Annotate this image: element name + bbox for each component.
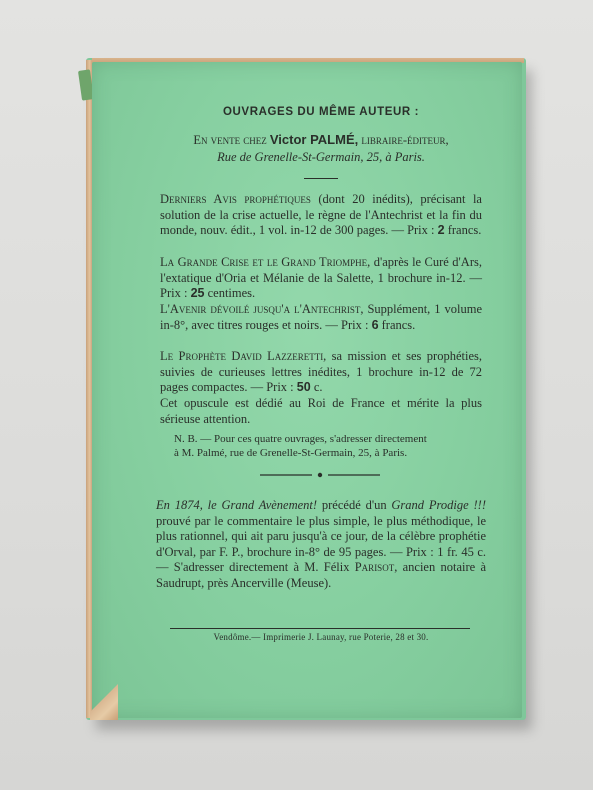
announcement xyxy=(156,498,486,591)
work-unit: centimes. xyxy=(204,286,256,300)
publisher-address: Rue de Grenelle-St-Germain, 25, à Paris. xyxy=(217,150,425,164)
corner-wear xyxy=(90,682,118,720)
work-text: Supplément, 1 volume in-8°, avec titres rouges et noirs. — Prix : xyxy=(160,302,482,332)
work-title: La Grande Crise et le Grand Triomphe, xyxy=(160,255,371,269)
work-title: Derniers Avis prophétiques xyxy=(160,192,311,206)
work-unit: francs. xyxy=(378,317,416,332)
work-title: Le Prophète David Lazzeretti, xyxy=(160,349,327,363)
work-entry xyxy=(160,349,482,396)
page-title: OUVRAGES DU MÊME AUTEUR : xyxy=(222,106,420,118)
nota-bene xyxy=(160,432,482,460)
printer-imprint: Vendôme.— Imprimerie J. Launay, rue Poterie, 28 et 30. xyxy=(213,632,429,642)
divider-long xyxy=(170,628,470,629)
nb-line-1: N. B. — Pour ces quatre ouvrages, s'adresser directement xyxy=(174,433,427,445)
work-price: 2 xyxy=(437,223,445,237)
work-entry xyxy=(160,255,482,302)
work-price: 50 xyxy=(296,380,311,394)
nb-line-2: à M. Palmé, rue de Grenelle-St-Germain, 25, à Paris. xyxy=(174,447,408,459)
announcement-name: Parisot, xyxy=(354,560,398,574)
announcement-body: prouvé par le commentaire le plus simple, le plus méthodique, le plus rationnel, qui ait paru jusqu'à ce jour, de la célèbre prophétie d'Orval, par F. P., brochure in-8° de 95 pages. — Prix : 1 fr. 45 c. — S'adresser directement à M. Félix xyxy=(156,513,486,574)
work-text: sa mission et ses prophéties, suivies de curieuses lettres inédites, 1 brochure in-12 de 72 pages compactes. — Prix : xyxy=(160,349,482,394)
work-price: 25 xyxy=(190,286,205,300)
publisher-name: Victor PALMÉ, xyxy=(269,132,359,147)
work-price: 6 xyxy=(371,317,379,332)
announcement-prodige: Grand Prodige !!! xyxy=(391,498,486,512)
divider-short xyxy=(304,178,338,179)
work-title: L'Avenir dévoilé jusqu'a l'Antechrist, xyxy=(160,302,364,316)
ornamental-rule xyxy=(260,472,380,478)
announcement-tail: ancien notaire à Saudrupt, près Ancerville (Meuse). xyxy=(156,560,486,590)
dedication: Cet opuscule est dédié au Roi de France et mérite la plus sérieuse attention. xyxy=(160,396,482,426)
work-unit: c. xyxy=(310,380,323,394)
work-entry xyxy=(160,192,482,239)
announcement-lead: En 1874, le Grand Avènement! xyxy=(156,498,318,512)
work-text: (dont 20 inédits), précisant la solution de la crise actuelle, le règne de l'Antechrist et la fin du monde, nouv. édit., 1 vol. in-12 de 300 pages. — Prix : xyxy=(160,192,482,237)
publisher-role: libraire-éditeur, xyxy=(361,133,449,147)
work-text: d'après le Curé d'Ars, l'extatique d'Oria et Mélanie de la Salette, 1 brochure in-12. — Prix : xyxy=(160,255,482,300)
publisher-block xyxy=(156,131,486,166)
work-entry xyxy=(160,302,482,333)
announcement-middle: précédé d'un xyxy=(317,498,392,512)
work-unit: francs. xyxy=(444,223,482,237)
sale-prefix: En vente chez xyxy=(193,133,267,147)
